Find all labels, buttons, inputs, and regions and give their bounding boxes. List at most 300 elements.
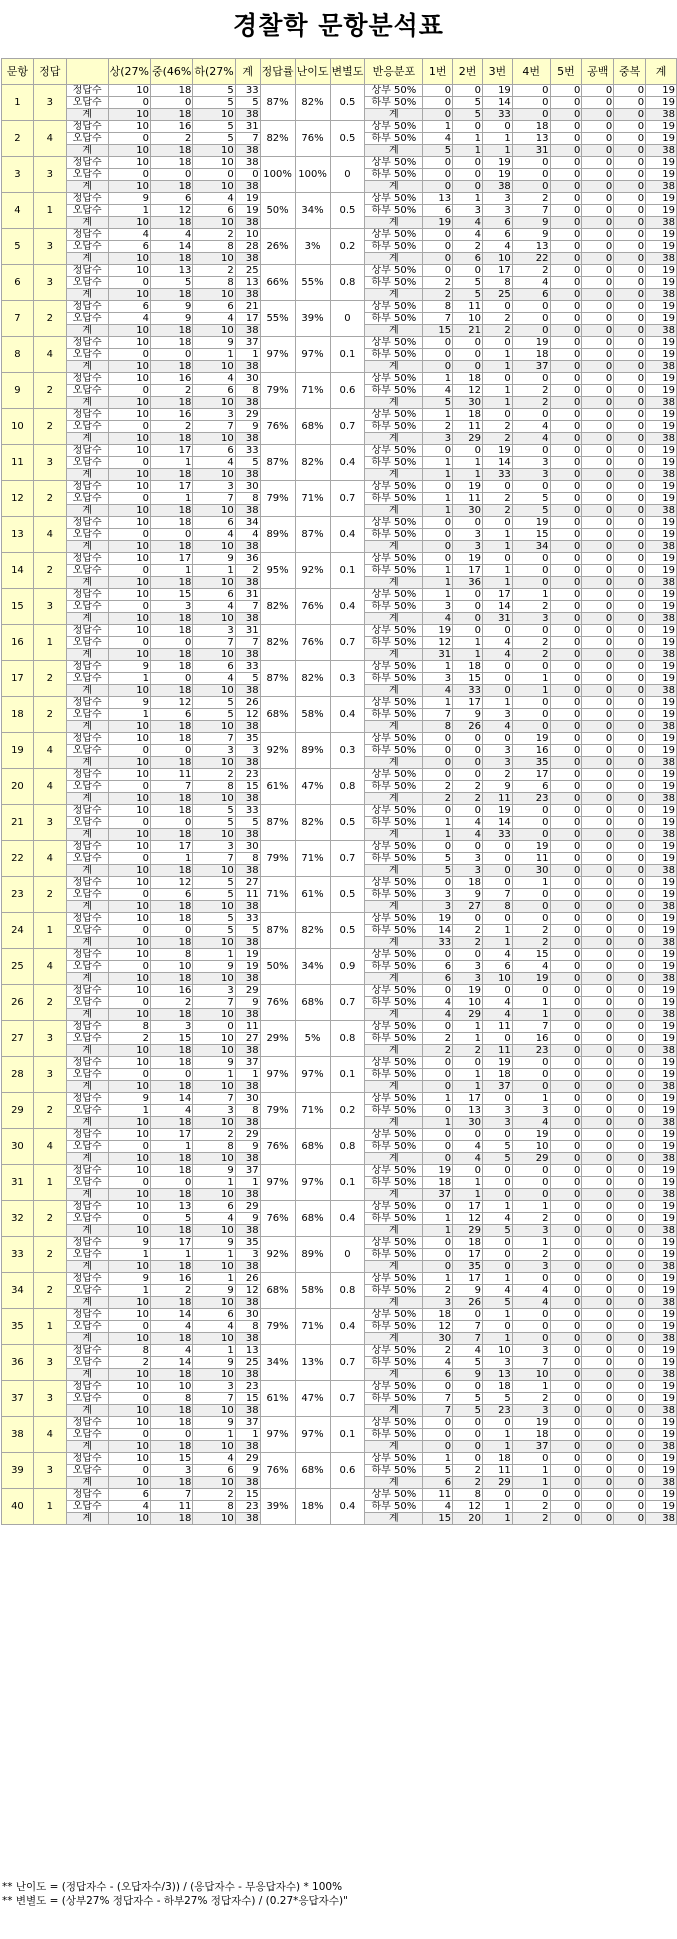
response-count: 1 — [482, 349, 512, 361]
correct-answer: 2 — [33, 553, 66, 589]
group-count: 37 — [235, 1417, 260, 1429]
group-count: 8 — [235, 385, 260, 397]
response-count: 19 — [423, 217, 453, 229]
response-count: 1 — [423, 121, 453, 133]
correct-answer: 1 — [33, 913, 66, 949]
response-count: 1 — [423, 817, 453, 829]
response-count: 0 — [582, 1393, 614, 1405]
question-number: 35 — [2, 1309, 34, 1345]
group-row-label: 계 — [66, 1261, 108, 1273]
group-count: 5 — [235, 925, 260, 937]
response-count: 0 — [614, 313, 646, 325]
group-count: 18 — [150, 253, 192, 265]
response-count: 3 — [512, 1225, 550, 1237]
response-count: 0 — [614, 457, 646, 469]
group-count: 10 — [108, 877, 150, 889]
response-count: 2 — [453, 793, 483, 805]
response-count: 0 — [582, 337, 614, 349]
group-row-label: 정답수 — [66, 517, 108, 529]
group-row-label: 계 — [66, 937, 108, 949]
response-count: 0 — [512, 157, 550, 169]
response-count: 17 — [453, 1201, 483, 1213]
response-count: 0 — [582, 1141, 614, 1153]
discrimination-index: 0.7 — [330, 841, 365, 877]
response-count: 0 — [550, 745, 582, 757]
response-count: 0 — [423, 1261, 453, 1273]
response-count: 11 — [423, 1489, 453, 1501]
group-count: 0 — [108, 421, 150, 433]
response-count: 0 — [614, 1261, 646, 1273]
discrimination-index: 0.7 — [330, 625, 365, 661]
response-count: 0 — [453, 1057, 483, 1069]
response-count: 0 — [423, 1021, 453, 1033]
table-row — [2, 1129, 677, 1141]
response-count: 0 — [550, 841, 582, 853]
group-count: 9 — [193, 1417, 235, 1429]
response-count: 0 — [550, 697, 582, 709]
response-count: 4 — [453, 1153, 483, 1165]
response-count: 19 — [646, 385, 677, 397]
response-count: 0 — [614, 121, 646, 133]
response-count: 0 — [614, 1417, 646, 1429]
response-count: 2 — [482, 421, 512, 433]
correct-answer: 4 — [33, 769, 66, 805]
response-count: 0 — [582, 409, 614, 421]
table-row — [2, 733, 677, 745]
group-row-label: 정답수 — [66, 1129, 108, 1141]
group-count: 10 — [108, 1129, 150, 1141]
group-count: 18 — [150, 469, 192, 481]
response-group-label: 하부 50% — [365, 1465, 423, 1477]
response-count: 0 — [582, 889, 614, 901]
group-row-label: 오답수 — [66, 1033, 108, 1045]
response-count: 19 — [482, 169, 512, 181]
response-count: 0 — [582, 997, 614, 1009]
response-count: 1 — [423, 577, 453, 589]
response-count: 7 — [423, 709, 453, 721]
group-row-label: 정답수 — [66, 1201, 108, 1213]
group-count: 10 — [108, 733, 150, 745]
discrimination-index: 0.8 — [330, 769, 365, 805]
group-count: 3 — [193, 745, 235, 757]
question-number: 9 — [2, 373, 34, 409]
response-count: 0 — [614, 1357, 646, 1369]
question-number: 20 — [2, 769, 34, 805]
correct-answer: 2 — [33, 1201, 66, 1237]
response-count: 3 — [453, 853, 483, 865]
group-count: 17 — [150, 481, 192, 493]
group-count: 10 — [108, 937, 150, 949]
group-count: 10 — [108, 1165, 150, 1177]
group-count: 18 — [150, 649, 192, 661]
response-count: 19 — [646, 241, 677, 253]
group-count: 38 — [235, 157, 260, 169]
response-count: 27 — [453, 901, 483, 913]
group-row-label: 오답수 — [66, 385, 108, 397]
response-group-label: 계 — [365, 1441, 423, 1453]
response-group-label: 상부 50% — [365, 1093, 423, 1105]
discrimination-index: 0.5 — [330, 913, 365, 949]
question-number: 26 — [2, 985, 34, 1021]
response-count: 19 — [512, 973, 550, 985]
correct-rate: 76% — [260, 1129, 295, 1165]
difficulty-index: 82% — [295, 445, 330, 481]
response-count: 0 — [582, 229, 614, 241]
response-count: 0 — [423, 1129, 453, 1141]
response-group-label: 상부 50% — [365, 121, 423, 133]
response-group-label: 상부 50% — [365, 805, 423, 817]
group-count: 38 — [235, 109, 260, 121]
response-count: 19 — [646, 121, 677, 133]
group-count: 7 — [235, 601, 260, 613]
response-count: 0 — [614, 97, 646, 109]
group-count: 31 — [235, 625, 260, 637]
response-group-label: 하부 50% — [365, 817, 423, 829]
response-count: 0 — [550, 1249, 582, 1261]
group-count: 33 — [235, 445, 260, 457]
response-count: 1 — [423, 373, 453, 385]
response-count: 13 — [453, 1105, 483, 1117]
response-count: 0 — [614, 985, 646, 997]
response-count: 0 — [550, 265, 582, 277]
response-group-label: 하부 50% — [365, 925, 423, 937]
response-group-label: 하부 50% — [365, 277, 423, 289]
group-count: 38 — [235, 901, 260, 913]
response-count: 19 — [646, 1177, 677, 1189]
difficulty-index: 92% — [295, 553, 330, 589]
response-count: 18 — [512, 349, 550, 361]
response-count: 7 — [482, 889, 512, 901]
group-count: 8 — [235, 853, 260, 865]
group-count: 0 — [108, 961, 150, 973]
response-count: 0 — [453, 1441, 483, 1453]
response-group-label: 하부 50% — [365, 853, 423, 865]
response-count: 13 — [482, 1369, 512, 1381]
response-count: 1 — [423, 697, 453, 709]
response-group-label: 상부 50% — [365, 913, 423, 925]
difficulty-index: 68% — [295, 985, 330, 1021]
response-count: 15 — [512, 949, 550, 961]
response-count: 0 — [614, 973, 646, 985]
group-count: 10 — [108, 253, 150, 265]
response-count: 38 — [646, 793, 677, 805]
group-count: 0 — [150, 1429, 192, 1441]
response-group-label: 계 — [365, 145, 423, 157]
response-count: 0 — [512, 889, 550, 901]
response-count: 0 — [582, 1321, 614, 1333]
response-count: 2 — [453, 1465, 483, 1477]
response-count: 0 — [582, 373, 614, 385]
question-number: 23 — [2, 877, 34, 913]
response-count: 2 — [453, 781, 483, 793]
response-count: 2 — [423, 1285, 453, 1297]
response-count: 0 — [582, 613, 614, 625]
group-count: 3 — [235, 1249, 260, 1261]
group-count: 13 — [235, 277, 260, 289]
group-count: 1 — [193, 349, 235, 361]
group-count: 18 — [150, 577, 192, 589]
response-count: 0 — [582, 1189, 614, 1201]
response-count: 0 — [423, 1081, 453, 1093]
response-count: 0 — [582, 157, 614, 169]
group-count: 7 — [193, 997, 235, 1009]
group-count: 29 — [235, 1201, 260, 1213]
group-count: 3 — [193, 1381, 235, 1393]
response-count: 4 — [453, 217, 483, 229]
response-count: 6 — [423, 1477, 453, 1489]
response-count: 0 — [550, 301, 582, 313]
response-count: 3 — [482, 1357, 512, 1369]
response-count: 19 — [646, 445, 677, 457]
col-upper-header: 상(27% — [108, 59, 150, 85]
response-count: 1 — [423, 469, 453, 481]
group-count: 10 — [108, 157, 150, 169]
response-count: 1 — [423, 457, 453, 469]
group-row-label: 오답수 — [66, 709, 108, 721]
response-count: 2 — [512, 397, 550, 409]
response-count: 0 — [550, 1117, 582, 1129]
response-count: 1 — [423, 829, 453, 841]
group-count: 5 — [235, 817, 260, 829]
group-count: 0 — [193, 1021, 235, 1033]
response-count: 0 — [550, 1225, 582, 1237]
group-count: 9 — [235, 997, 260, 1009]
group-row-label: 계 — [66, 361, 108, 373]
discrimination-index: 0.5 — [330, 877, 365, 913]
question-number: 12 — [2, 481, 34, 517]
group-count: 10 — [193, 1513, 235, 1525]
response-count: 12 — [423, 637, 453, 649]
group-row-label: 정답수 — [66, 1057, 108, 1069]
group-count: 18 — [150, 337, 192, 349]
table-row — [2, 625, 677, 637]
response-count: 0 — [512, 1453, 550, 1465]
response-count: 5 — [423, 397, 453, 409]
group-count: 10 — [108, 1201, 150, 1213]
response-count: 5 — [423, 145, 453, 157]
response-count: 0 — [614, 877, 646, 889]
response-count: 19 — [482, 85, 512, 97]
group-row-label: 계 — [66, 145, 108, 157]
response-count: 0 — [453, 1429, 483, 1441]
question-number: 33 — [2, 1237, 34, 1273]
group-count: 18 — [150, 1441, 192, 1453]
group-count: 38 — [235, 613, 260, 625]
response-count: 31 — [423, 649, 453, 661]
response-count: 0 — [453, 769, 483, 781]
group-count: 0 — [150, 169, 192, 181]
group-count: 18 — [150, 181, 192, 193]
response-count: 4 — [423, 613, 453, 625]
question-number: 8 — [2, 337, 34, 373]
response-count: 10 — [482, 1345, 512, 1357]
response-count: 0 — [423, 253, 453, 265]
group-count: 38 — [235, 973, 260, 985]
response-count: 0 — [614, 757, 646, 769]
response-count: 0 — [614, 793, 646, 805]
response-count: 0 — [453, 913, 483, 925]
group-count: 10 — [108, 913, 150, 925]
group-count: 6 — [150, 889, 192, 901]
response-count: 38 — [646, 649, 677, 661]
response-group-label: 상부 50% — [365, 769, 423, 781]
correct-answer: 3 — [33, 85, 66, 121]
response-count: 0 — [512, 829, 550, 841]
discrimination-index: 0.1 — [330, 1165, 365, 1201]
response-count: 19 — [646, 205, 677, 217]
group-count: 18 — [150, 1261, 192, 1273]
response-count: 19 — [646, 409, 677, 421]
discrimination-index: 0.5 — [330, 85, 365, 121]
difficulty-index: 68% — [295, 1201, 330, 1237]
group-count: 8 — [235, 1105, 260, 1117]
group-count: 11 — [235, 1021, 260, 1033]
response-count: 0 — [550, 601, 582, 613]
response-count: 1 — [423, 589, 453, 601]
response-count: 0 — [582, 457, 614, 469]
response-count: 19 — [646, 97, 677, 109]
group-count: 18 — [150, 1477, 192, 1489]
response-count: 0 — [614, 409, 646, 421]
group-count: 0 — [150, 97, 192, 109]
response-group-label: 계 — [365, 685, 423, 697]
group-count: 10 — [108, 1081, 150, 1093]
group-row-label: 정답수 — [66, 481, 108, 493]
group-count: 10 — [235, 229, 260, 241]
response-count: 1 — [512, 589, 550, 601]
correct-answer: 3 — [33, 589, 66, 625]
response-count: 0 — [614, 505, 646, 517]
response-count: 0 — [582, 253, 614, 265]
difficulty-index: 82% — [295, 661, 330, 697]
response-count: 0 — [453, 121, 483, 133]
group-count: 33 — [235, 661, 260, 673]
group-count: 10 — [108, 901, 150, 913]
group-count: 15 — [235, 1489, 260, 1501]
group-count: 10 — [108, 1261, 150, 1273]
response-count: 0 — [423, 1249, 453, 1261]
group-row-label: 계 — [66, 1297, 108, 1309]
group-count: 18 — [150, 1225, 192, 1237]
response-count: 38 — [646, 937, 677, 949]
response-count: 0 — [550, 997, 582, 1009]
response-count: 26 — [453, 1297, 483, 1309]
response-count: 0 — [614, 541, 646, 553]
correct-rate: 34% — [260, 1345, 295, 1381]
group-count: 10 — [193, 901, 235, 913]
group-count: 10 — [108, 1009, 150, 1021]
response-count: 3 — [482, 1105, 512, 1117]
response-count: 38 — [646, 901, 677, 913]
group-count: 10 — [193, 109, 235, 121]
response-count: 0 — [550, 541, 582, 553]
group-count: 9 — [235, 1213, 260, 1225]
group-count: 6 — [193, 1309, 235, 1321]
response-count: 4 — [453, 817, 483, 829]
group-count: 7 — [150, 1489, 192, 1501]
group-count: 5 — [193, 133, 235, 145]
response-count: 1 — [482, 385, 512, 397]
response-count: 0 — [582, 1489, 614, 1501]
response-group-label: 계 — [365, 1297, 423, 1309]
response-count: 19 — [646, 769, 677, 781]
response-count: 0 — [482, 1417, 512, 1429]
response-count: 0 — [423, 805, 453, 817]
response-group-label: 계 — [365, 1405, 423, 1417]
response-count: 0 — [423, 757, 453, 769]
response-count: 19 — [646, 1345, 677, 1357]
group-count: 18 — [150, 1417, 192, 1429]
difficulty-index: 82% — [295, 913, 330, 949]
correct-answer: 3 — [33, 1381, 66, 1417]
response-count: 0 — [550, 85, 582, 97]
group-count: 4 — [150, 1105, 192, 1117]
response-count: 0 — [423, 529, 453, 541]
response-count: 0 — [550, 1333, 582, 1345]
discrimination-index: 0.4 — [330, 589, 365, 625]
response-count: 38 — [646, 541, 677, 553]
discrimination-index: 0.5 — [330, 805, 365, 841]
response-count: 35 — [453, 1261, 483, 1273]
response-count: 30 — [423, 1333, 453, 1345]
response-count: 0 — [582, 577, 614, 589]
response-count: 0 — [614, 853, 646, 865]
correct-answer: 3 — [33, 229, 66, 265]
group-count: 10 — [193, 829, 235, 841]
group-count: 18 — [150, 145, 192, 157]
group-count: 33 — [235, 913, 260, 925]
group-row-label: 계 — [66, 901, 108, 913]
response-count: 0 — [582, 973, 614, 985]
group-count: 15 — [235, 1393, 260, 1405]
group-row-label: 정답수 — [66, 337, 108, 349]
response-count: 2 — [423, 781, 453, 793]
group-count: 3 — [193, 481, 235, 493]
group-count: 18 — [150, 1009, 192, 1021]
group-count: 10 — [108, 445, 150, 457]
response-count: 0 — [550, 169, 582, 181]
group-row-label: 오답수 — [66, 565, 108, 577]
group-row-label: 계 — [66, 1477, 108, 1489]
correct-rate: 87% — [260, 661, 295, 697]
col-opt4-header: 4번 — [512, 59, 550, 85]
table-row — [2, 229, 677, 241]
response-count: 0 — [582, 1261, 614, 1273]
response-count: 8 — [482, 901, 512, 913]
response-count: 0 — [614, 889, 646, 901]
group-count: 1 — [193, 1345, 235, 1357]
response-count: 0 — [582, 1357, 614, 1369]
response-count: 33 — [453, 685, 483, 697]
response-count: 0 — [482, 1093, 512, 1105]
group-count: 1 — [108, 1105, 150, 1117]
table-row — [2, 1093, 677, 1105]
question-number: 13 — [2, 517, 34, 553]
response-count: 0 — [482, 1261, 512, 1273]
group-count: 0 — [150, 745, 192, 757]
response-count: 0 — [550, 181, 582, 193]
response-count: 0 — [550, 517, 582, 529]
group-count: 18 — [150, 901, 192, 913]
response-count: 0 — [550, 649, 582, 661]
group-count: 3 — [193, 841, 235, 853]
response-count: 38 — [646, 1297, 677, 1309]
group-count: 18 — [150, 625, 192, 637]
group-count: 4 — [108, 313, 150, 325]
correct-rate: 95% — [260, 553, 295, 589]
group-count: 2 — [193, 1489, 235, 1501]
response-count: 19 — [453, 481, 483, 493]
